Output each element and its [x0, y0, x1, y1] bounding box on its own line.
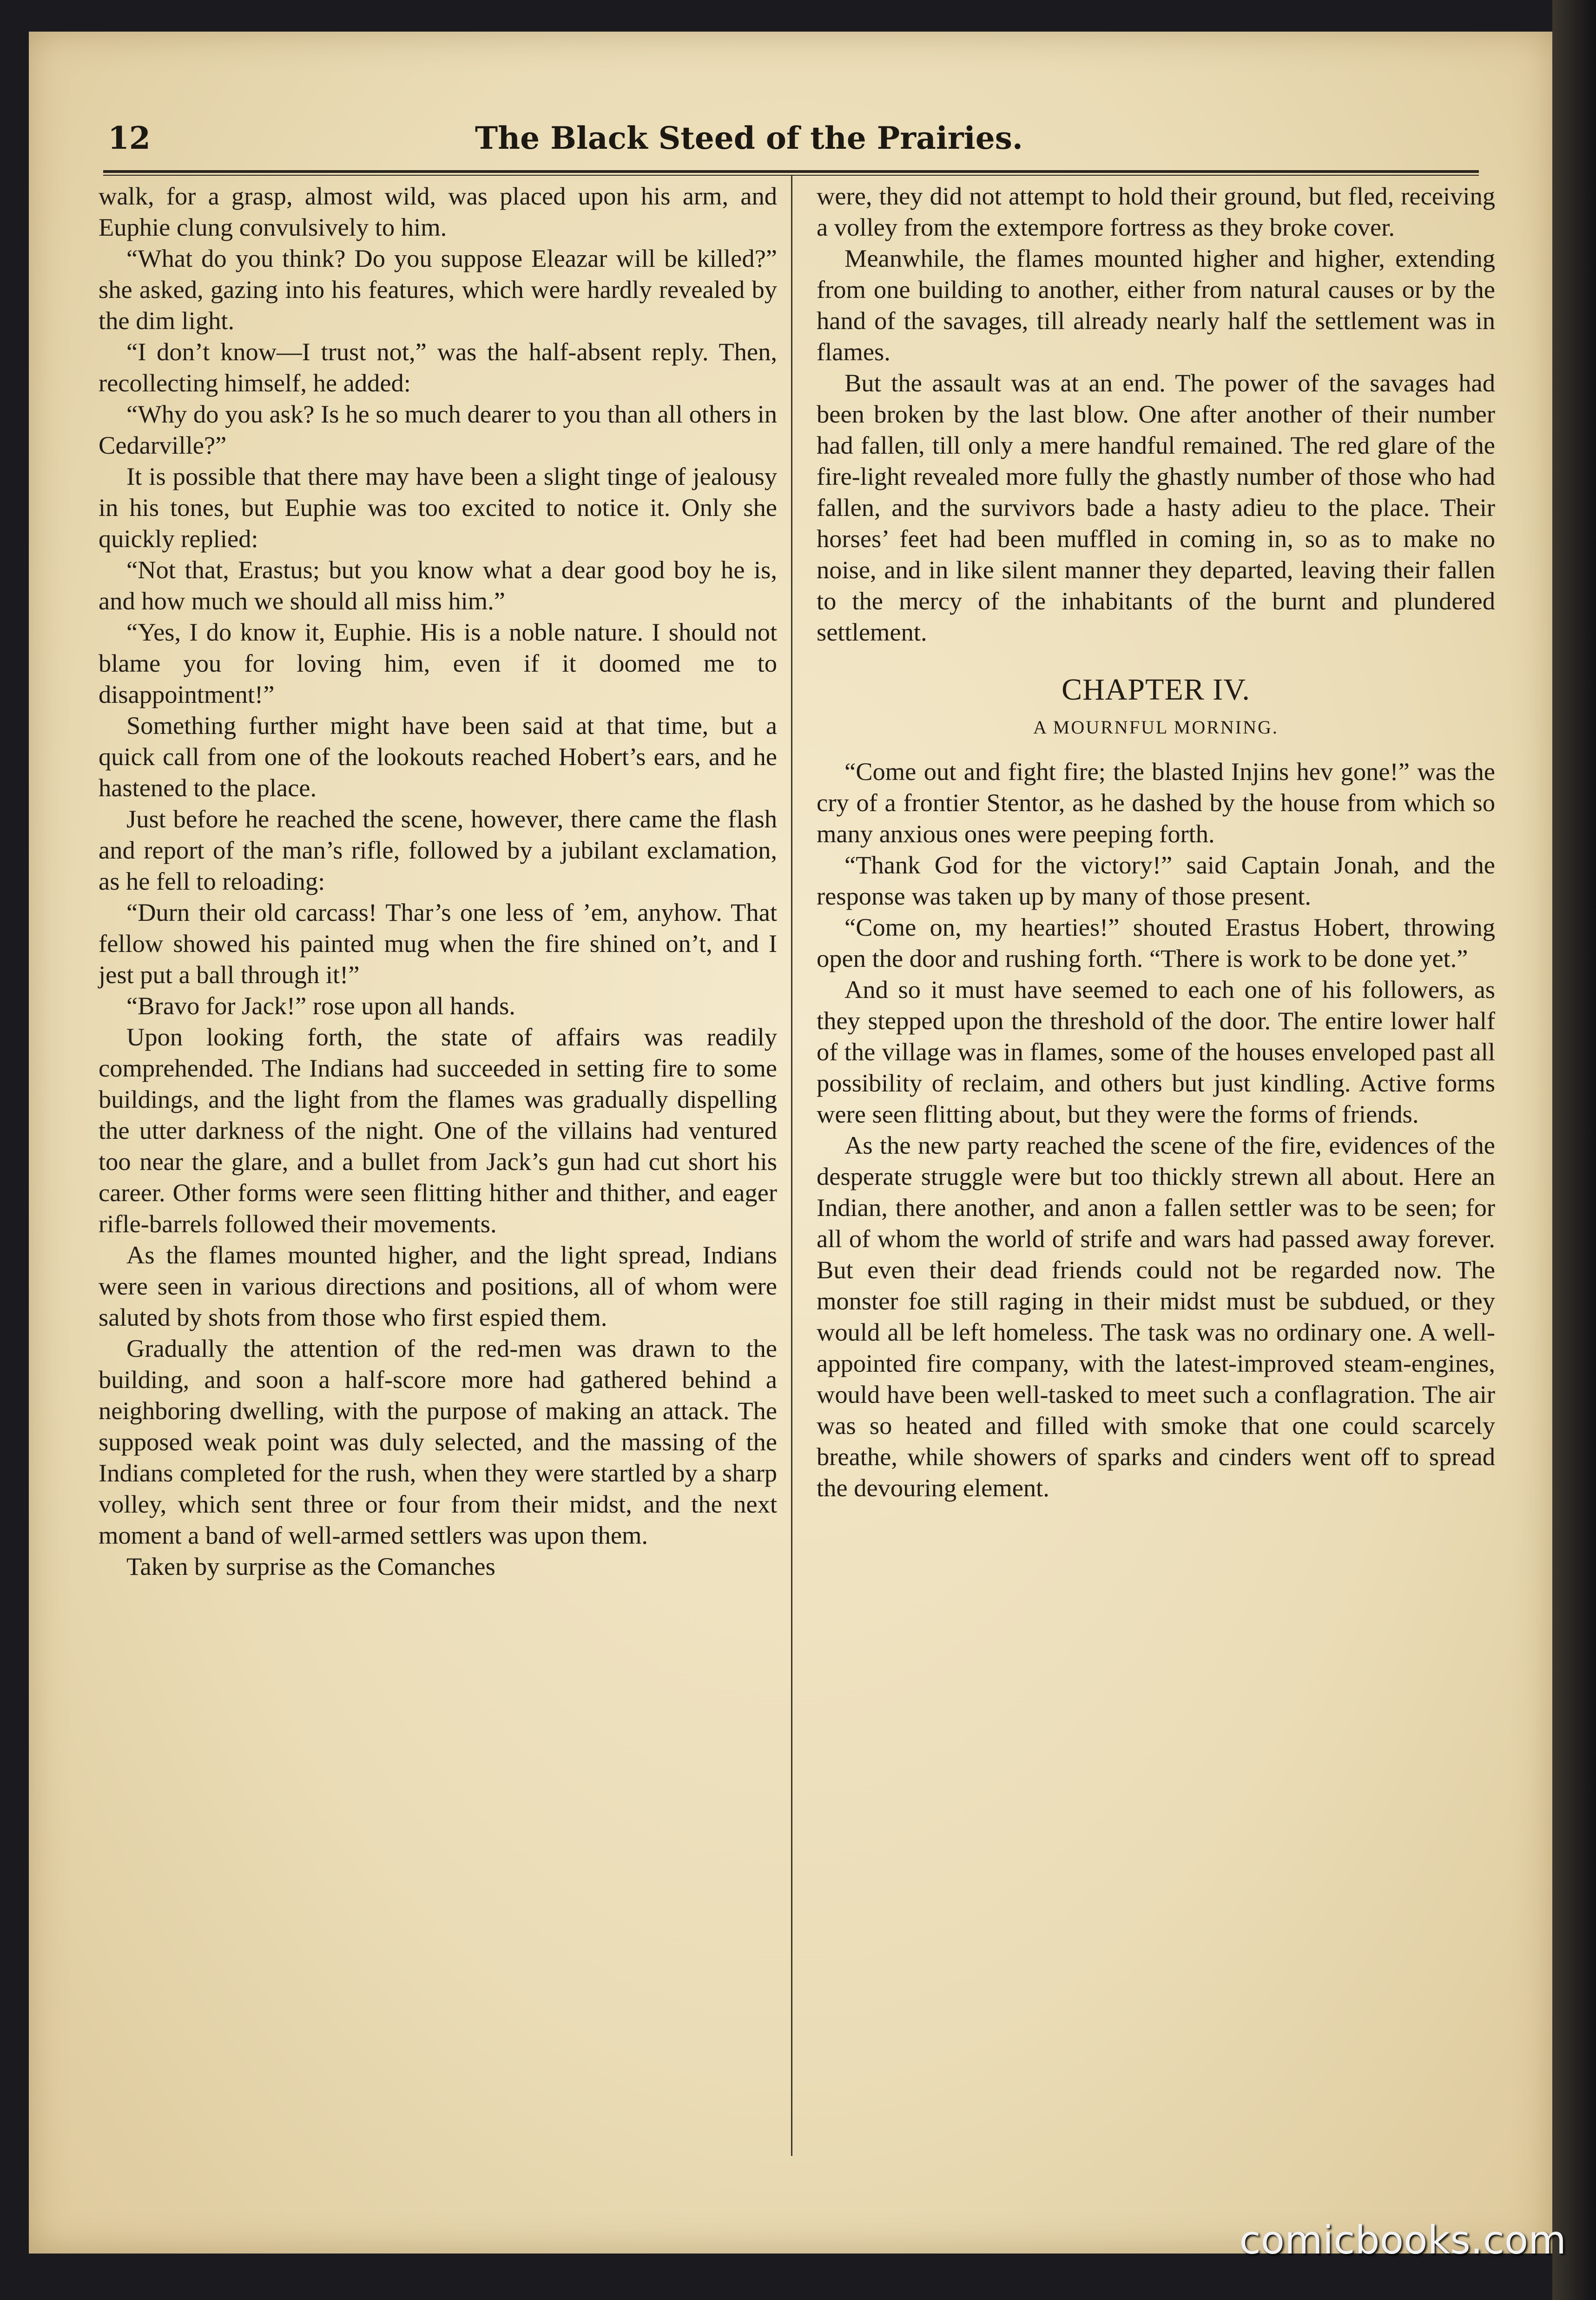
paragraph: “Thank God for the victory!” said Captain Jonah, and the response was taken up by many of those present.	[817, 851, 1495, 910]
left-column	[99, 180, 777, 1582]
paragraph: “Durn their old carcass! Thar’s one less of ’em, anyhow. That fellow showed his painted mug when the fire shined on’t, and I jest put a ball through it!”	[99, 898, 777, 989]
paragraph: “I don’t know—I trust not,” was the half-absent reply. Then, recollecting himself, he added:	[99, 337, 777, 397]
right-column	[817, 180, 1495, 1503]
paragraph: Upon looking forth, the state of affairs was readily comprehended. The Indians had succeeded in setting fire to some buildings, and the light from the flames was gradually dispelling the utter darkness of the night. One of the villains had ventured too near the glare, and a bullet from Jack’s gun had cut short his career. Other forms were seen flitting hither and thither, and eager rifle-barrels followed their movements.	[99, 1023, 777, 1238]
paragraph: walk, for a grasp, almost wild, was placed upon his arm, and Euphie clung convulsively to him.	[99, 182, 777, 241]
paragraph: Gradually the attention of the red-men was drawn to the building, and soon a half-score more had gathered behind a neighboring dwelling, with the purpose of making an attack. The supposed weak point was duly selected, and the massing of the Indians completed for the rush, when they were startled by a sharp volley, which sent three or four from their midst, and the next moment a band of well-armed settlers was upon them.	[99, 1334, 777, 1549]
watermark: comicbooks.com	[1239, 2217, 1566, 2263]
paragraph: “What do you think? Do you suppose Eleazar will be killed?” she asked, gazing into his features, which were hardly revealed by the dim light.	[99, 244, 777, 335]
paragraph: Just before he reached the scene, however, there came the flash and report of the man’s rifle, followed by a jubilant exclamation, as he fell to reloading:	[99, 805, 777, 895]
book-spine-edge	[1552, 0, 1596, 2300]
column-divider	[791, 176, 792, 2156]
header-rule	[103, 170, 1479, 176]
paragraph: Meanwhile, the flames mounted higher and higher, extending from one building to another, either from natural causes or by the hand of the savages, till already nearly half the settlement was in flames.	[817, 244, 1495, 366]
paragraph: “Not that, Erastus; but you know what a dear good boy he is, and how much we should all miss him.”	[99, 555, 777, 615]
page-number: 12	[108, 120, 151, 156]
chapter-subtitle: A MOURNFUL MORNING.	[1033, 717, 1279, 738]
paragraph: “Come on, my hearties!” shouted Erastus Hobert, throwing open the door and rushing forth. “There is work to be done yet.”	[817, 913, 1495, 972]
paragraph: were, they did not attempt to hold their ground, but fled, receiving a volley from the extempore fortress as they broke cover.	[817, 182, 1495, 241]
paragraph: “Why do you ask? Is he so much dearer to you than all others in Cedarville?”	[99, 400, 777, 459]
paragraph: “Come out and fight fire; the blasted Injins hev gone!” was the cry of a frontier Stentor, as he dashed by the house from which so many anxious ones were peeping forth.	[817, 757, 1495, 848]
paragraph: As the flames mounted higher, and the light spread, Indians were seen in various directions and positions, all of whom were saluted by shots from those who first espied them.	[99, 1241, 777, 1331]
paragraph: But the assault was at an end. The power of the savages had been broken by the last blow. One after another of their number had fallen, till only a mere handful remained. The red glare of the fire-light revealed more fully the ghastly number of those who had fallen, and the survivors bade a hasty adieu to the place. Their horses’ feet had been muffled in coming in, so as to make no noise, and in like silent manner they departed, leaving their fallen to the mercy of the inhabitants of the burnt and plundered settlement.	[817, 369, 1495, 646]
paragraph: And so it must have seemed to each one of his followers, as they stepped upon the threshold of the door. The entire lower half of the village was in flames, some of the houses enveloped past all possibility of reclaim, and others but just kindling. Active forms were seen flitting about, but they were the forms of friends.	[817, 975, 1495, 1128]
running-title: The Black Steed of the Prairies.	[475, 120, 1023, 156]
paragraph: Taken by surprise as the Comanches	[126, 1552, 495, 1580]
book-page	[29, 32, 1552, 2254]
paragraph: As the new party reached the scene of the fire, evidences of the desperate struggle were but too thickly strewn all about. Here an Indian, there another, and anon a fallen settler was to be seen; for all of whom the world of strife and wars had passed away forever. But even their dead friends could not be regarded now. The monster foe still raging in their midst must be subdued, or they would all be left homeless. The task was no ordinary one. A well-appointed fire company, with the latest-improved steam-engines, would have been well-tasked to meet such a conflagration. The air was so heated and filled with smoke that one could scarcely breathe, while showers of sparks and cinders went off to spread the devouring element.	[817, 1131, 1495, 1502]
chapter-heading: CHAPTER IV.	[1062, 673, 1250, 707]
paragraph: “Yes, I do know it, Euphie. His is a noble nature. I should not blame you for loving him, even if it doomed me to disappointment!”	[99, 618, 777, 708]
paragraph: “Bravo for Jack!” rose upon all hands.	[126, 991, 515, 1020]
paragraph: It is possible that there may have been a slight tinge of jealousy in his tones, but Euphie was too excited to notice it. Only she quickly replied:	[99, 462, 777, 553]
paragraph: Something further might have been said at that time, but a quick call from one of the lookouts reached Hobert’s ears, and he hastened to the place.	[99, 711, 777, 802]
